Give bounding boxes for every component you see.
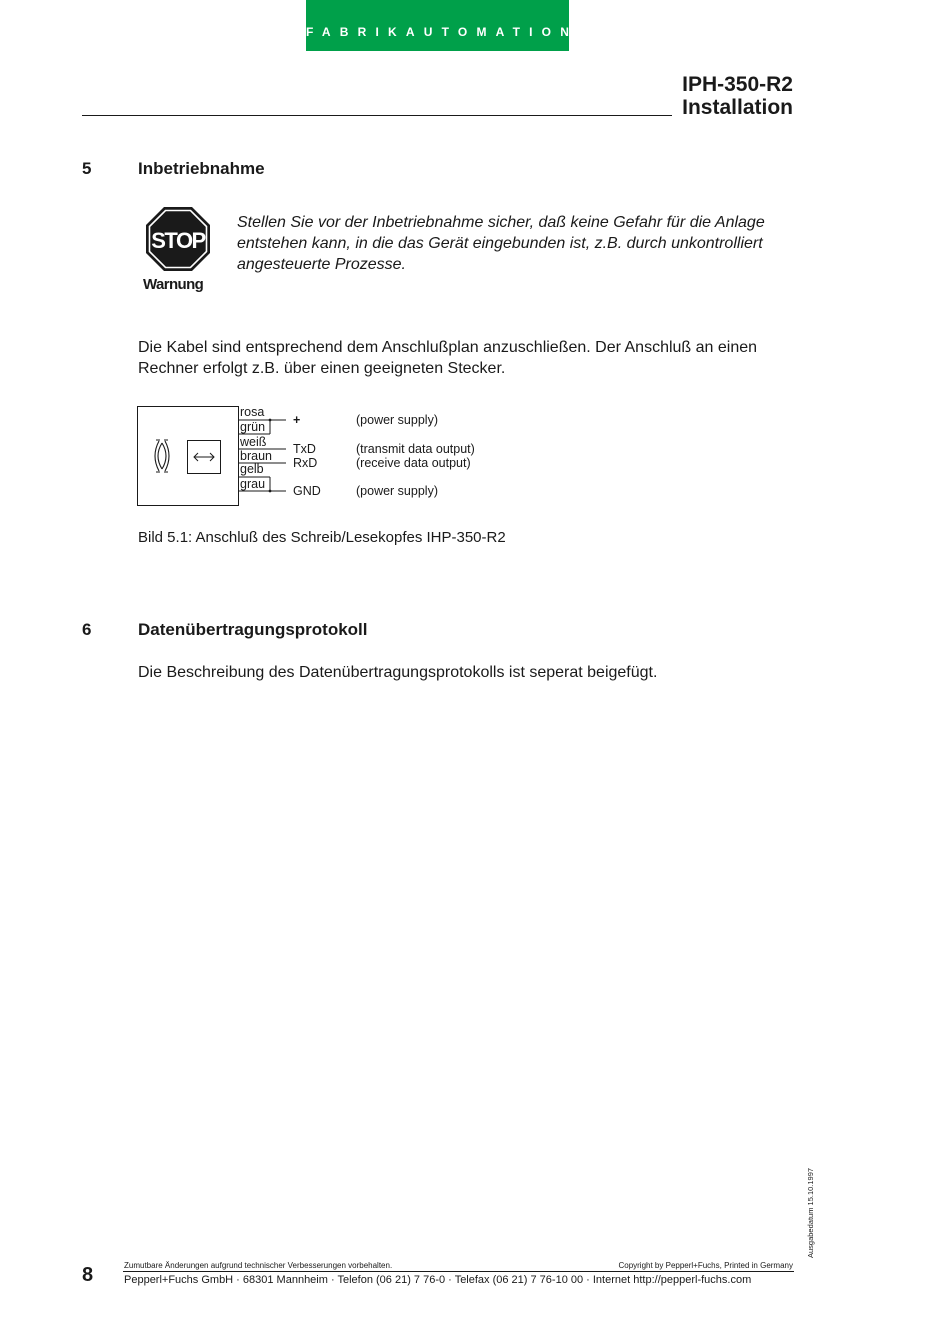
signal-name-plus: + (293, 413, 301, 427)
document-title (682, 73, 793, 119)
stop-sign-icon (145, 206, 211, 272)
signal-name-rxd: RxD (293, 456, 318, 470)
connection-paragraph: Die Kabel sind entsprechend dem Anschlußplan anzuschließen. Der Anschluß an einen Rechner erfolgt z.B. über einen geeigneten Stecker. (138, 339, 758, 377)
warning-text: Stellen Sie vor der Inbetriebnahme sicher, daß keine Gefahr für die Anlage entstehen kann, in die das Gerät eingebunden ist, z.B. durch unkontrolliert angesteuerte Prozesse. (237, 214, 765, 273)
wire-label-rosa: rosa (240, 405, 265, 419)
signal-desc-rxd: (receive data output) (356, 456, 471, 470)
footer-address: Pepperl+Fuchs GmbH · 68301 Mannheim · Telefon (06 21) 7 76-0 · Telefax (06 21) 7 76-10 00 · Internet http://pepperl-fuchs.com (124, 1274, 752, 1286)
signal-desc-plus: (power supply) (356, 413, 438, 427)
section-6-title: Datenübertragungsprotokoll (138, 620, 368, 639)
document-title-model: IPH-350-R2 (682, 73, 793, 96)
section-6-number: 6 (82, 620, 92, 639)
footer-rule (123, 1271, 794, 1272)
wire-label-weiss: weiß (240, 435, 267, 449)
signal-name-gnd: GND (293, 484, 321, 498)
signal-desc-txd: (transmit data output) (356, 442, 475, 456)
warning-label: Warnung (143, 276, 204, 293)
header-rule (82, 115, 672, 116)
bidirectional-arrow-icon (188, 441, 220, 473)
coil-antenna-icon (150, 438, 174, 474)
signal-desc-gnd: (power supply) (356, 484, 438, 498)
brand-banner: FABRIKAUTOMATION (306, 0, 569, 51)
signal-name-txd: TxD (293, 442, 316, 456)
figure-caption: Bild 5.1: Anschluß des Schreib/Lesekopfes IHP-350-R2 (138, 529, 506, 546)
section-5-title: Inbetriebnahme (138, 159, 265, 178)
protocol-paragraph: Die Beschreibung des Datenübertragungsprotokolls ist seperat beigefügt. (138, 664, 658, 681)
wire-label-gruen: grün (240, 420, 266, 434)
footer-disclaimer: Zumutbare Änderungen aufgrund technischer Verbesserungen vorbehalten. (124, 1261, 393, 1270)
stop-sign-text: STOP (151, 228, 205, 253)
issue-date: Ausgabedatum 15.10.1997 (806, 1167, 815, 1258)
page-number: 8 (82, 1264, 94, 1286)
section-5-number: 5 (82, 159, 92, 178)
wire-label-braun: braun (240, 449, 272, 463)
wire-label-gelb: gelb (240, 462, 264, 476)
footer-copyright: Copyright by Pepperl+Fuchs, Printed in Germany (618, 1261, 793, 1270)
document-title-chapter: Installation (682, 96, 793, 119)
wire-label-grau: grau (240, 477, 266, 491)
transceiver-box (187, 440, 221, 474)
